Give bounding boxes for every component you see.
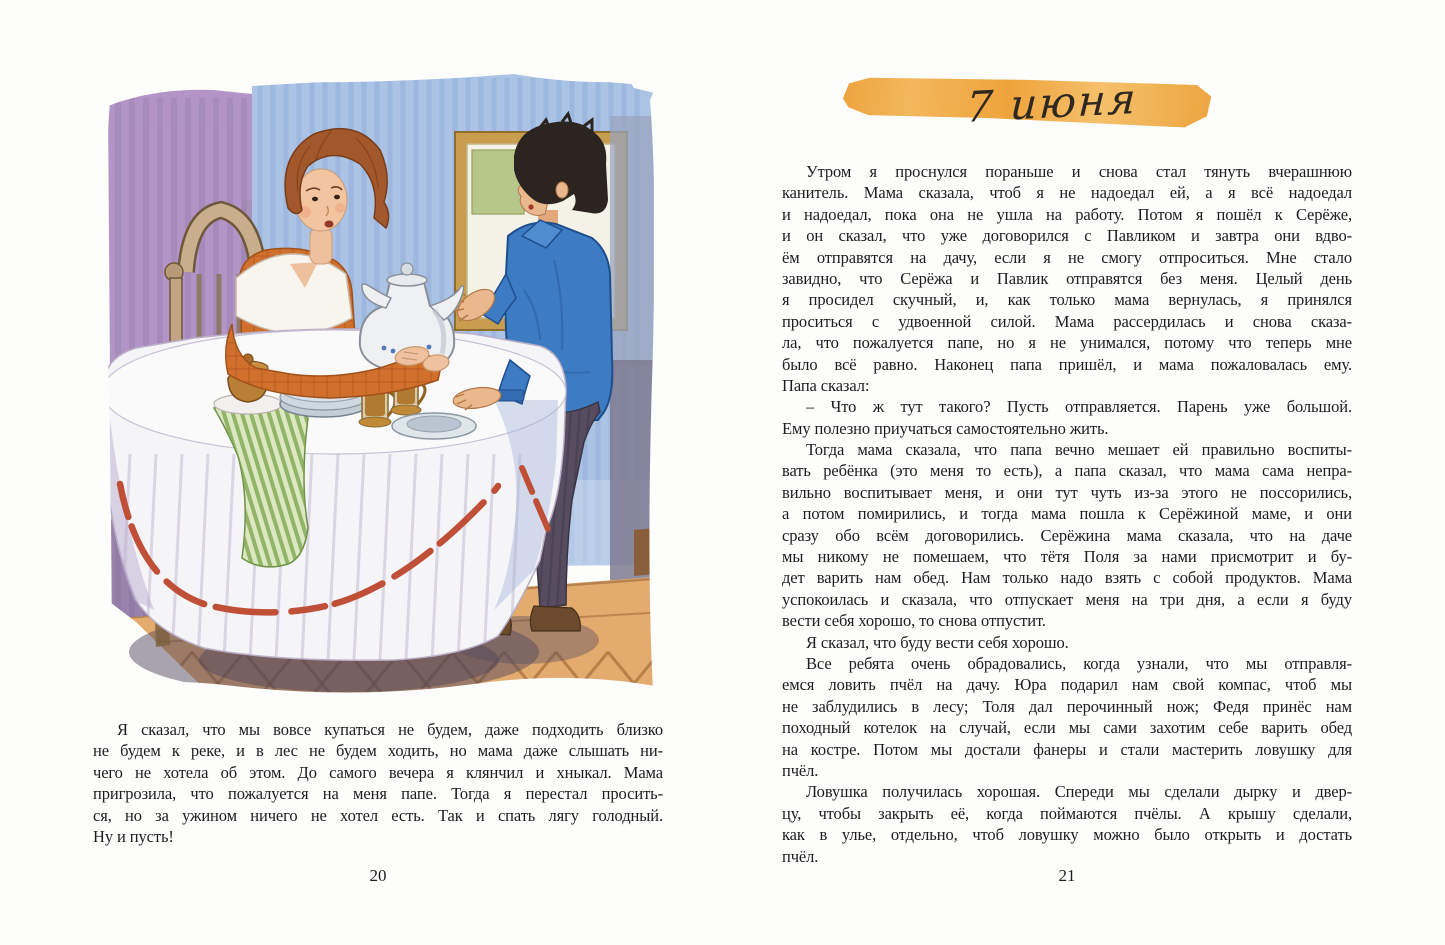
text-line: Я сказал, что буду вести себя хорошо. — [806, 632, 1069, 652]
text-line: походный котелок на случай, если мы сами захотим себе варить обед — [782, 718, 1352, 738]
text-line: на костре. Потом мы достали фанеры и стали мастерить ловушку для — [782, 739, 1352, 759]
mother-mouth — [325, 221, 334, 228]
text-line: дет варить нам обед. Нам только надо взять с собой продуктов. Мама — [782, 568, 1352, 588]
text-line: завидно, что Серёжа и Павлик отправятся без меня. Целый день — [782, 268, 1352, 288]
text-line: мы никому не помешаем, что тётя Поля за нами присмотрит и бу- — [782, 547, 1352, 567]
text-line: Ловушка получилась хорошая. Спереди мы сделали дырку и двер- — [806, 782, 1352, 802]
text-line: вести себя хорошо, то снова отпустит. — [782, 611, 1046, 631]
text-line: пчёл. — [782, 846, 819, 866]
illustration — [94, 60, 666, 708]
page-left — [0, 0, 722, 945]
text-line: и надоедал, пока она не ушла на работу. Потом я пошёл к Серёже, — [782, 204, 1352, 224]
text-line: сразу обо всём договорились. Серёжина мама сказала, что на даче — [782, 525, 1352, 545]
text-line: ся, но за ужином ничего не хотел есть. Так и спать лягу голодный. — [93, 805, 663, 825]
text-line: как в улье, отдельно, чтоб ловушку можно было открыть и достать — [782, 825, 1352, 845]
right-page-text — [782, 161, 1352, 867]
text-line: ём отправятся на дачу, если я не смогу отпроситься. Мне стало — [782, 247, 1352, 267]
text-line: Тогда мама сказала, что папа вечно мешает ей правильно воспиты- — [806, 440, 1352, 460]
plate — [392, 413, 476, 439]
text-line: вать ребёнка (это меня то есть), а папа сказал, что мама сама непра- — [782, 461, 1352, 481]
text-line: Ну и пусть! — [93, 826, 174, 846]
text-line: канитель. Мама сказала, чтоб я не надоедал ей, а я всё надоедал — [782, 183, 1352, 203]
text-line: цу, чтобы закрыть её, когда поймаются пчёлы. А крышу сделали, — [782, 803, 1352, 823]
text-line: чего не хотела об этом. До самого вечера я клянчил и хныкал. Мама — [93, 762, 663, 782]
text-line: я просидел скучный, и, как только мама вернулась, я принялся — [782, 290, 1352, 310]
text-line: Все ребята очень обрадовались, когда узнали, что мы отправля- — [806, 653, 1352, 673]
date-heading: 7 июня — [964, 73, 1139, 132]
boy-shoe — [530, 606, 580, 631]
text-line: пригрозила, что пожалуется на меня папе. Тогда я перестал просить- — [93, 784, 663, 804]
text-line: проситься с удвоенной силой. Мама рассердилась и снова сказа- — [782, 311, 1352, 331]
text-line: Папа сказал: — [782, 375, 870, 395]
text-line: и он сказал, что уже договорился с Павликом и завтра они вдво- — [782, 226, 1352, 246]
text-line: Я сказал, что мы вовсе купаться не будем, даже подходить близко — [117, 720, 663, 739]
text-line: вильно воспитывает меня, и они тут чуть из-за этого не поссорились, — [782, 482, 1352, 502]
text-line: было всё равно. Наконец папа пришёл, и мама пожаловалась ему. — [782, 354, 1352, 374]
text-line: Ему полезно приучаться самостоятельно жить. — [782, 418, 1109, 438]
text-line: – Что ж тут такого? Пусть отправляется. Парень уже большой. — [806, 397, 1352, 417]
text-line: не заблудились в лесу; Толя дал перочинный нож; Федя принёс нам — [782, 696, 1352, 716]
text-line: не будем к реке, и в лес не будем ходить, но мама даже слышать ни- — [93, 741, 663, 761]
page-number-right: 21 — [1058, 866, 1076, 885]
page-number-left: 20 — [369, 866, 387, 885]
left-page-text — [93, 719, 663, 847]
text-line: успокоилась и сказала, что отпускает меня на три дня, а если я буду — [782, 589, 1352, 609]
boy-ear — [556, 182, 568, 198]
boy-mouth — [528, 204, 533, 209]
text-line: пчёл. — [782, 760, 819, 780]
text-line: а потом помирились, и тогда мама пошла к Серёжиной маме, и они — [782, 504, 1352, 524]
text-line: Утром я проснулся пораньше и снова стал тянуть вчерашнюю — [806, 162, 1352, 181]
text-line: емся ловить пчёл на дачу. Юра подарил нам свой компас, чтоб мы — [782, 675, 1352, 695]
text-line: ла, что пожалуется папе, но я не унимался, потому что теперь мне — [782, 333, 1352, 353]
